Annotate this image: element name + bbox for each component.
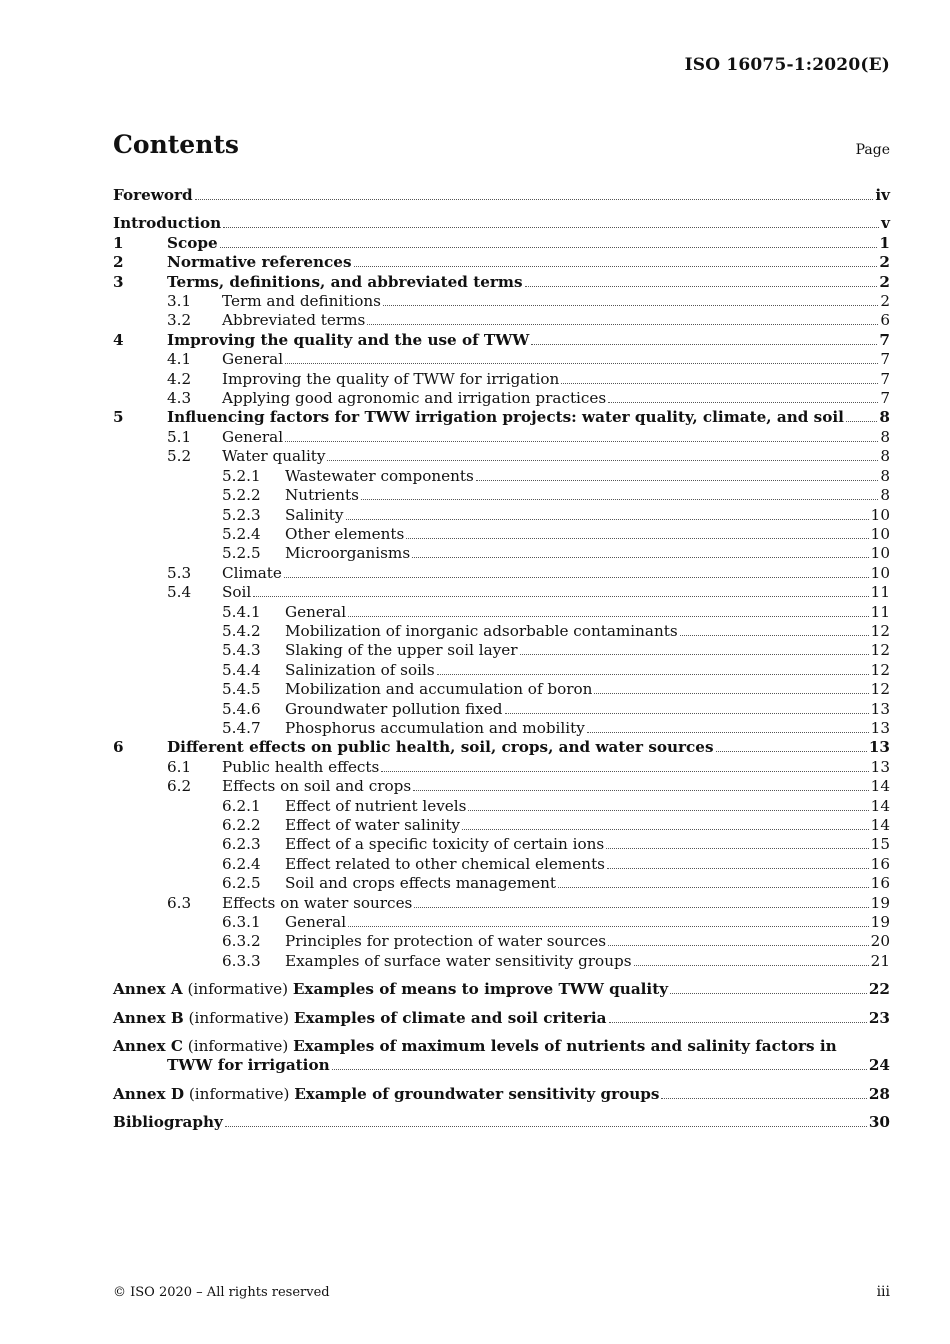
toc-entry-number: 5.4.7 [222, 718, 261, 737]
toc-entry-subsection[interactable] [113, 350, 890, 369]
toc-entry-section[interactable] [113, 738, 890, 757]
annex-label: Annex B [113, 1008, 184, 1027]
toc-entry-number: 4.1 [167, 350, 192, 369]
toc-entry-subsubsection[interactable] [113, 544, 890, 563]
toc-entry-text: Different effects on public health, soil, crops, and water sources [167, 738, 714, 757]
toc-entry-section[interactable] [113, 234, 890, 253]
dot-leader [607, 868, 869, 869]
toc-entry-number: 3.2 [167, 311, 192, 330]
dot-leader [525, 286, 878, 287]
toc-entry-page: 8 [880, 447, 890, 466]
toc-entry-subsection[interactable] [113, 447, 890, 466]
toc-entry-text: Examples of maximum levels of nutrients and salinity factors in [293, 1037, 837, 1056]
toc-entry-section[interactable] [113, 253, 890, 272]
toc-entry-subsubsection[interactable] [113, 525, 890, 544]
dot-leader [361, 499, 878, 500]
toc-entry-number: 6.3.3 [222, 951, 261, 970]
toc-entry-page: 15 [870, 835, 890, 854]
toc-entry-number: 6.2 [167, 777, 192, 796]
toc-entry-page: 11 [870, 602, 890, 621]
toc-entry-text: Abbreviated terms [222, 311, 366, 330]
annex-label: Annex C [113, 1037, 183, 1056]
toc-entry-page: 2 [879, 253, 890, 272]
toc-entry-page: 8 [880, 427, 890, 446]
toc-entry-text: Example of groundwater sensitivity groups [294, 1084, 660, 1103]
toc-entry-number: 5.4 [167, 583, 192, 602]
toc-entry-subsubsection[interactable] [113, 467, 890, 486]
dot-leader [468, 810, 868, 811]
dot-leader [195, 199, 874, 200]
toc-entry-text: Slaking of the upper soil layer [285, 641, 518, 660]
toc-entry-number: 5.4.5 [222, 680, 261, 699]
toc-entry-subsubsection[interactable] [113, 700, 890, 719]
toc-entry-section[interactable] [113, 273, 890, 292]
toc-entry-text: Principles for protection of water sources [285, 932, 607, 951]
annex-type: (informative) [187, 1037, 289, 1056]
toc-entry-page: 28 [868, 1084, 890, 1103]
toc-entry-subsubsection[interactable] [113, 952, 890, 971]
dot-leader [383, 305, 878, 306]
toc-entry-page: 1 [879, 233, 890, 252]
toc-entry-bibliography[interactable] [113, 1113, 890, 1132]
toc-entry-number: 3 [113, 272, 124, 291]
dot-leader [413, 790, 869, 791]
toc-entry-text: Nutrients [285, 486, 359, 505]
toc-entry-number: 4 [113, 330, 124, 349]
toc-entry-number: 2 [113, 253, 124, 272]
dot-leader [634, 965, 869, 966]
dot-leader [670, 993, 867, 994]
toc-entry-text: Climate [222, 563, 282, 582]
toc-entry-page: 22 [868, 980, 890, 999]
toc-entry-number: 6.2.4 [222, 854, 261, 873]
toc-entry-page: 14 [870, 796, 890, 815]
toc-entry-number: 5.4.2 [222, 621, 261, 640]
toc-entry-subsection[interactable] [113, 894, 890, 913]
dot-leader [558, 887, 869, 888]
toc-entry-subsubsection[interactable] [113, 719, 890, 738]
toc-entry-section[interactable] [113, 408, 890, 427]
toc-entry-page: 16 [870, 854, 890, 873]
toc-entry-page: 10 [870, 505, 890, 524]
toc-entry-page: 16 [870, 874, 890, 893]
toc-entry-subsection[interactable] [113, 428, 890, 447]
toc-entry-subsubsection[interactable] [113, 932, 890, 951]
toc-entry-text: General [222, 427, 284, 446]
toc-entry-number: 4.3 [167, 389, 192, 408]
toc-entry-subsubsection[interactable] [113, 641, 890, 660]
dot-leader [381, 771, 868, 772]
toc-entry-text: Mobilization and accumulation of boron [285, 680, 593, 699]
toc-entry-page: 2 [880, 292, 890, 311]
dot-leader [346, 519, 869, 520]
toc-entry-text: Foreword [113, 186, 193, 204]
toc-entry-page: iv [875, 186, 890, 204]
dot-leader [661, 1098, 866, 1099]
toc-entry-subsection[interactable] [113, 758, 890, 777]
toc-entry-page: 12 [870, 680, 890, 699]
toc-entry-subsubsection[interactable] [113, 816, 890, 835]
dot-leader [437, 674, 869, 675]
toc-entry-number: 6.2.2 [222, 816, 261, 834]
dot-leader [609, 1022, 867, 1023]
toc-entry-page: 7 [880, 369, 890, 388]
toc-entry-text: Groundwater pollution fixed [285, 699, 503, 718]
toc-entry-page: 23 [868, 1008, 890, 1027]
table-of-contents [113, 186, 890, 1133]
dot-leader [680, 635, 869, 636]
toc-entry-subsection[interactable] [113, 311, 890, 330]
toc-entry-text: Bibliography [113, 1113, 223, 1132]
toc-entry-number: 5.4.1 [222, 602, 261, 621]
dot-leader [225, 1126, 867, 1127]
dot-leader [223, 227, 879, 228]
toc-entry-subsubsection[interactable] [113, 661, 890, 680]
toc-entry-number: 5.2.4 [222, 524, 261, 543]
toc-entry-page: 6 [880, 311, 890, 330]
dot-leader [253, 596, 868, 597]
dot-leader [406, 538, 868, 539]
toc-entry-number: 5.4.3 [222, 641, 261, 660]
toc-entry-subsubsection[interactable] [113, 874, 890, 893]
toc-entry-number: 6.3.2 [222, 932, 261, 951]
toc-entry-page: 10 [870, 524, 890, 543]
toc-entry-text: Introduction [113, 214, 222, 233]
toc-entry-subsubsection[interactable] [113, 835, 890, 854]
annex-type: (informative) [188, 1008, 290, 1027]
toc-entry-subsubsection[interactable] [113, 913, 890, 932]
toc-entry-page: 8 [880, 486, 890, 505]
annex-type: (informative) [187, 980, 288, 999]
page-number: iii [876, 1284, 890, 1300]
dot-leader [587, 732, 869, 733]
toc-entry-page: 19 [870, 893, 890, 912]
toc-entry-number: 5.4.6 [222, 699, 261, 718]
toc-entry-number: 5.4.4 [222, 660, 261, 679]
dot-leader [716, 751, 867, 752]
toc-entry-page: 30 [868, 1113, 890, 1132]
dot-leader [846, 421, 878, 422]
dot-leader [594, 693, 868, 694]
toc-entry-page: 10 [870, 563, 890, 582]
toc-entry-number: 5.1 [167, 427, 192, 446]
toc-entry-page: 14 [870, 816, 890, 834]
toc-entry-page: 10 [870, 544, 890, 563]
toc-entry-text: Public health effects [222, 757, 380, 776]
toc-entry-number: 6.1 [167, 757, 192, 776]
toc-entry-page: 19 [870, 913, 890, 932]
toc-entry-subsection[interactable] [113, 292, 890, 311]
toc-entry-subsubsection[interactable] [113, 622, 890, 641]
dot-leader [354, 266, 878, 267]
dot-leader [414, 907, 868, 908]
toc-entry-page: 20 [870, 932, 890, 951]
dot-leader [285, 363, 878, 364]
toc-entry-subsubsection[interactable] [113, 486, 890, 505]
toc-entry-text: General [222, 350, 284, 369]
toc-entry-subsubsection[interactable] [113, 797, 890, 816]
dot-leader [476, 480, 879, 481]
toc-entry-subsection[interactable] [113, 564, 890, 583]
toc-entry-text: Examples of means to improve TWW quality [292, 980, 669, 999]
toc-entry-page: 12 [870, 660, 890, 679]
toc-entry-number: 5 [113, 408, 124, 427]
toc-entry-text: Improving the quality and the use of TWW [167, 330, 530, 349]
annex-label: Annex D [113, 1084, 185, 1103]
toc-entry-number: 3.1 [167, 292, 192, 311]
dot-leader [332, 1069, 867, 1070]
toc-entry-text: Wastewater components [285, 466, 474, 485]
toc-entry-annex-c[interactable] [113, 1037, 890, 1076]
toc-entry-number: 6.2.3 [222, 835, 261, 854]
toc-entry-number: 5.2 [167, 447, 192, 466]
dot-leader [462, 829, 869, 830]
toc-entry-text: Soil and crops effects management [285, 874, 557, 893]
toc-entry-text: Influencing factors for TWW irrigation projects: water quality, climate, and soil [167, 408, 844, 427]
dot-leader [327, 460, 878, 461]
toc-entry-text: Scope [167, 233, 218, 252]
dot-leader [608, 945, 869, 946]
toc-entry-subsubsection[interactable] [113, 506, 890, 525]
toc-entry-page: 7 [880, 389, 890, 408]
dot-leader [348, 926, 869, 927]
toc-entry-number: 5.2.1 [222, 466, 261, 485]
toc-entry-number: 6.3.1 [222, 913, 261, 932]
toc-section-5 [113, 408, 890, 738]
toc-entry-subsection[interactable] [113, 389, 890, 408]
toc-entry-number: 6.3 [167, 893, 192, 912]
toc-entry-subsubsection[interactable] [113, 603, 890, 622]
toc-entry-subsection[interactable] [113, 370, 890, 389]
toc-entry-section[interactable] [113, 331, 890, 350]
dot-leader [367, 324, 878, 325]
dot-leader [531, 344, 877, 345]
toc-entry-introduction[interactable] [113, 214, 890, 233]
toc-entry-text: General [285, 913, 347, 932]
page-title: Contents [113, 130, 240, 159]
toc-entry-page: 7 [879, 330, 890, 349]
toc-entry-annex-d[interactable] [113, 1085, 890, 1104]
toc-entry-text: Effect of nutrient levels [285, 796, 467, 815]
annex-type: (informative) [188, 1084, 290, 1103]
toc-entry-subsubsection[interactable] [113, 680, 890, 699]
dot-leader [561, 383, 878, 384]
toc-section-2 [113, 253, 890, 272]
toc-entry-page: 24 [868, 1056, 890, 1075]
toc-entry-text: Salinization of soils [285, 660, 435, 679]
toc-entry-text: Terms, definitions, and abbreviated terms [167, 272, 523, 291]
toc-entry-text: Effect related to other chemical elements [285, 854, 605, 873]
toc-entry-text: Soil [222, 583, 252, 602]
toc-entry-text: Applying good agronomic and irrigation practices [222, 389, 607, 408]
toc-entry-text: Salinity [285, 505, 344, 524]
toc-section-1 [113, 234, 890, 253]
toc-entry-text: Examples of climate and soil criteria [293, 1008, 607, 1027]
toc-entry-page: 8 [880, 466, 890, 485]
toc-entry-page: v [881, 214, 890, 233]
toc-entry-number: 6.2.1 [222, 796, 261, 815]
dot-leader [606, 848, 868, 849]
toc-entry-page: 21 [870, 951, 890, 970]
toc-entry-text-continued: TWW for irrigation [167, 1056, 330, 1075]
toc-entry-number: 5.3 [167, 563, 192, 582]
toc-entry-page: 13 [868, 738, 890, 757]
dot-leader [284, 577, 869, 578]
dot-leader [220, 247, 878, 248]
toc-section-4 [113, 331, 890, 409]
toc-entry-page: 13 [870, 699, 890, 718]
toc-entry-text: Improving the quality of TWW for irrigation [222, 369, 560, 388]
toc-entry-foreword[interactable] [113, 186, 890, 205]
toc-entry-number: 6 [113, 738, 124, 757]
toc-entry-text: Microorganisms [285, 544, 411, 563]
toc-entry-number: 4.2 [167, 369, 192, 388]
dot-leader [412, 557, 869, 558]
toc-entry-page: 13 [870, 718, 890, 737]
toc-entry-page: 2 [879, 272, 890, 291]
page-column-label: Page [855, 142, 890, 158]
toc-entry-page: 14 [870, 777, 890, 796]
toc-entry-text: Other elements [285, 524, 405, 543]
toc-entry-number: 5.2.3 [222, 505, 261, 524]
toc-entry-page: 13 [870, 757, 890, 776]
toc-entry-number: 6.2.5 [222, 874, 261, 893]
toc-entry-page: 8 [879, 408, 890, 427]
toc-entry-text: Normative references [167, 253, 352, 272]
toc-entry-text: Effects on soil and crops [222, 777, 412, 796]
toc-entry-text: General [285, 602, 347, 621]
toc-entry-text: Phosphorus accumulation and mobility [285, 718, 585, 737]
copyright-notice: © ISO 2020 – All rights reserved [113, 1285, 330, 1300]
document-id: ISO 16075-1:2020(E) [684, 55, 890, 75]
toc-entry-number: 5.2.5 [222, 544, 261, 563]
dot-leader [520, 654, 869, 655]
annex-label: Annex A [113, 980, 183, 999]
toc-entry-annex-b[interactable] [113, 1009, 890, 1028]
toc-entry-text: Water quality [222, 447, 326, 466]
toc-entry-page: 12 [870, 621, 890, 640]
toc-entry-text: Effect of a specific toxicity of certain ions [285, 835, 605, 854]
toc-entry-annex-a[interactable] [113, 980, 890, 999]
toc-entry-page: 7 [880, 350, 890, 369]
toc-entry-text: Examples of surface water sensitivity groups [285, 951, 632, 970]
toc-entry-text: Mobilization of inorganic adsorbable contaminants [285, 621, 678, 640]
toc-section-6 [113, 738, 890, 971]
toc-entry-text: Effect of water salinity [285, 816, 461, 834]
toc-entry-subsubsection[interactable] [113, 855, 890, 874]
dot-leader [505, 713, 869, 714]
dot-leader [608, 402, 878, 403]
toc-entry-text: Effects on water sources [222, 893, 413, 912]
dot-leader [285, 441, 878, 442]
toc-entry-number: 5.2.2 [222, 486, 261, 505]
toc-entry-subsection[interactable] [113, 583, 890, 602]
toc-section-3 [113, 273, 890, 331]
toc-entry-page: 12 [870, 641, 890, 660]
toc-entry-number: 1 [113, 233, 124, 252]
toc-entry-page: 11 [870, 583, 890, 602]
dot-leader [348, 616, 869, 617]
toc-entry-text: Term and definitions [222, 292, 381, 311]
toc-entry-subsection[interactable] [113, 777, 890, 796]
